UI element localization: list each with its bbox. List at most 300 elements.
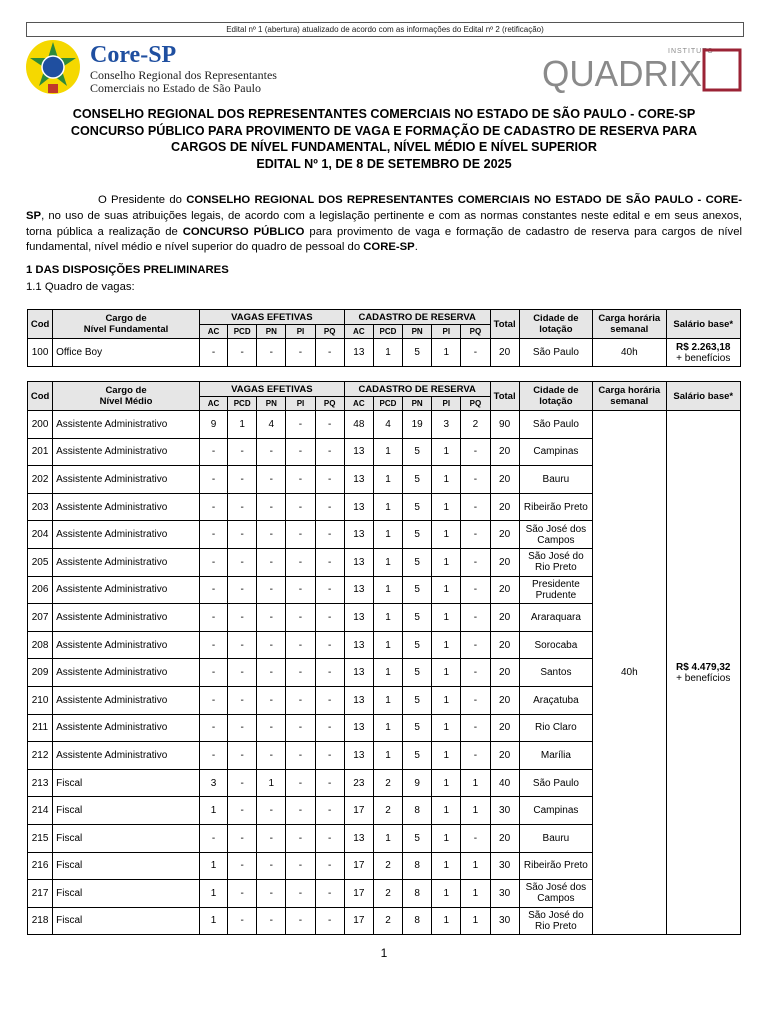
- title-line: CONCURSO PÚBLICO PARA PROVIMENTO DE VAGA E FORMAÇÃO DE CADASTRO DE RESERVA PARA: [70, 123, 698, 138]
- cell-cadastro: 1: [432, 631, 461, 659]
- cell-vaga: -: [315, 852, 344, 880]
- cell-cadastro: 8: [403, 852, 432, 880]
- salario-value: R$ 4.479,32: [676, 661, 731, 673]
- cell-vaga: -: [315, 466, 344, 494]
- cell-cidade: Sorocaba: [519, 631, 592, 659]
- cell-carga-merged: 40h: [593, 411, 666, 935]
- cell-cadastro: 8: [403, 880, 432, 908]
- cell-cadastro: -: [461, 438, 490, 466]
- cell-cadastro: 13: [344, 548, 373, 576]
- cell-cadastro: 1: [461, 769, 490, 797]
- cell-vaga: 1: [199, 852, 227, 880]
- cell-vaga: -: [199, 576, 227, 604]
- cell-cargo: Assistente Administrativo: [53, 742, 200, 770]
- subheader-cell: PQ: [315, 325, 344, 339]
- cell-vaga: -: [286, 824, 315, 852]
- cell-cadastro: 9: [403, 769, 432, 797]
- cell-vaga: -: [199, 548, 227, 576]
- cell-vaga: -: [286, 659, 315, 687]
- cell-cidade: Ribeirão Preto: [519, 852, 592, 880]
- subheader-cell: AC: [344, 325, 373, 339]
- subheader-cell: PCD: [373, 325, 402, 339]
- header-cadastro-reserva: CADASTRO DE RESERVA: [344, 310, 490, 325]
- cell-cadastro: 17: [344, 907, 373, 935]
- cell-cadastro: 17: [344, 880, 373, 908]
- cell-cadastro: 13: [344, 576, 373, 604]
- logo-line2: Comerciais no Estado de São Paulo: [90, 81, 261, 95]
- cell-cod: 217: [28, 880, 53, 908]
- cell-cargo: Assistente Administrativo: [53, 686, 200, 714]
- subheader-cell: AC: [199, 397, 227, 411]
- cell-cadastro: 5: [403, 521, 432, 549]
- cell-cadastro: 5: [403, 493, 432, 521]
- cell-vaga: -: [286, 742, 315, 770]
- cell-cidade: Bauru: [519, 466, 592, 494]
- cell-vaga: 1: [257, 769, 286, 797]
- cell-vaga: -: [286, 714, 315, 742]
- cell-cadastro: 1: [373, 576, 402, 604]
- cell-cargo: Assistente Administrativo: [53, 548, 200, 576]
- cell-vaga: -: [228, 604, 257, 632]
- cell-total: 20: [490, 339, 519, 367]
- cell-vaga: -: [315, 824, 344, 852]
- cell-total: 20: [490, 714, 519, 742]
- cell-cadastro: 13: [344, 824, 373, 852]
- cell-vaga: -: [257, 714, 286, 742]
- cell-cadastro: 1: [432, 686, 461, 714]
- section-title: 1 DAS DISPOSIÇÕES PRELIMINARES: [26, 264, 229, 276]
- cell-cadastro: 1: [432, 493, 461, 521]
- cell-cidade: Presidente Prudente: [519, 576, 592, 604]
- cell-cadastro: 1: [373, 466, 402, 494]
- cell-vaga: -: [315, 521, 344, 549]
- cell-cidade: Marília: [519, 742, 592, 770]
- cell-vaga: -: [199, 521, 227, 549]
- cell-cadastro: 1: [373, 548, 402, 576]
- cell-cadastro: -: [461, 604, 490, 632]
- cell-cadastro: -: [461, 493, 490, 521]
- cell-vaga: -: [228, 548, 257, 576]
- logo-line1: Conselho Regional dos Representantes: [90, 68, 277, 82]
- cell-vaga: -: [199, 631, 227, 659]
- cell-cadastro: 13: [344, 438, 373, 466]
- cell-vaga: -: [257, 493, 286, 521]
- cell-cadastro: 8: [403, 907, 432, 935]
- cell-vaga: -: [286, 339, 315, 367]
- subheader-cell: PQ: [461, 397, 490, 411]
- cell-total: 20: [490, 493, 519, 521]
- cell-vaga: -: [228, 824, 257, 852]
- subheader-cell: PQ: [315, 397, 344, 411]
- cell-cadastro: -: [461, 339, 490, 367]
- cell-vaga: -: [199, 659, 227, 687]
- core-sp-logo: [24, 38, 294, 96]
- cell-cod: 203: [28, 493, 53, 521]
- cell-total: 30: [490, 852, 519, 880]
- logo-quadrix-text: QUADRIX: [542, 53, 702, 94]
- cell-total: 20: [490, 604, 519, 632]
- header-cargo-prefix: Cargo de: [105, 385, 147, 396]
- cell-vaga: -: [315, 714, 344, 742]
- cell-vaga: -: [286, 466, 315, 494]
- cell-cadastro: 1: [432, 852, 461, 880]
- cell-vaga: -: [199, 714, 227, 742]
- cell-vaga: 9: [199, 411, 227, 439]
- cell-vaga: -: [257, 852, 286, 880]
- page-number: 1: [380, 946, 388, 960]
- cell-total: 20: [490, 824, 519, 852]
- cell-cod: 207: [28, 604, 53, 632]
- cell-cadastro: 1: [432, 466, 461, 494]
- cell-cadastro: 1: [373, 659, 402, 687]
- cell-cadastro: 1: [432, 880, 461, 908]
- cell-total: 20: [490, 438, 519, 466]
- cell-cargo: Assistente Administrativo: [53, 659, 200, 687]
- document-title: [30, 106, 738, 172]
- cell-cod: 210: [28, 686, 53, 714]
- cell-vaga: -: [286, 521, 315, 549]
- cell-cadastro: 1: [432, 769, 461, 797]
- header-cod: Cod: [28, 382, 53, 411]
- cell-vaga: -: [315, 631, 344, 659]
- cell-cargo: Assistente Administrativo: [53, 576, 200, 604]
- intro-paragraph: O Presidente do CONSELHO REGIONAL DOS REPRESENTANTES COMERCIAIS NO ESTADO DE SÃO PAULO - CORE-SP, no uso de suas atribuições legais, de acordo com a legislação pertinente e com as normas constantes neste edital e em seus anexos, torna pública a realização de CONCURSO PÚBLICO para provimento de vaga e formação de cadastro de reserva para cargos de nível fundamental, nível médio e nível superior do quadro de pessoal do CORE-SP.: [26, 194, 743, 254]
- cell-vaga: -: [228, 576, 257, 604]
- top-note: Edital nº 1 (abertura) atualizado de acordo com as informações do Edital nº 2 (retificação): [26, 22, 744, 37]
- salario-value: R$ 2.263,18: [676, 341, 731, 353]
- cell-vaga: -: [228, 631, 257, 659]
- cell-cadastro: 5: [403, 339, 432, 367]
- cell-cidade: Rio Claro: [519, 714, 592, 742]
- vacancy-table-fundamental: [27, 309, 741, 367]
- cell-total: 20: [490, 742, 519, 770]
- cell-vaga: -: [286, 907, 315, 935]
- cell-cod: 218: [28, 907, 53, 935]
- cell-cadastro: 2: [373, 852, 402, 880]
- cell-cod: 205: [28, 548, 53, 576]
- cell-cadastro: 1: [373, 714, 402, 742]
- cell-cadastro: 1: [373, 686, 402, 714]
- cell-vaga: -: [286, 852, 315, 880]
- cell-total: 90: [490, 411, 519, 439]
- cell-vaga: -: [199, 686, 227, 714]
- cell-cadastro: 5: [403, 576, 432, 604]
- title-line: CONSELHO REGIONAL DOS REPRESENTANTES COMERCIAIS NO ESTADO DE SÃO PAULO - CORE-SP: [72, 107, 696, 121]
- cell-vaga: -: [315, 769, 344, 797]
- cell-cadastro: 1: [432, 576, 461, 604]
- cell-vaga: -: [257, 880, 286, 908]
- cell-cargo: Fiscal: [53, 824, 200, 852]
- logo-quadrix-small: INSTITUTO: [668, 48, 714, 55]
- cell-vaga: -: [257, 742, 286, 770]
- cell-vaga: -: [315, 438, 344, 466]
- cell-cadastro: 1: [373, 339, 402, 367]
- cell-total: 20: [490, 548, 519, 576]
- cell-total: 40: [490, 769, 519, 797]
- cell-cadastro: 2: [373, 797, 402, 825]
- cell-cadastro: 1: [461, 797, 490, 825]
- cell-total: 20: [490, 576, 519, 604]
- cell-cargo: Assistente Administrativo: [53, 604, 200, 632]
- cell-cadastro: 1: [432, 339, 461, 367]
- cell-vaga: -: [286, 576, 315, 604]
- cell-cadastro: -: [461, 548, 490, 576]
- cell-vaga: -: [199, 824, 227, 852]
- cell-cadastro: 2: [373, 769, 402, 797]
- cell-vaga: -: [199, 742, 227, 770]
- cell-vaga: -: [286, 769, 315, 797]
- cell-cidade: Santos: [519, 659, 592, 687]
- cell-cargo: Fiscal: [53, 852, 200, 880]
- cell-cadastro: 13: [344, 339, 373, 367]
- cell-cadastro: -: [461, 686, 490, 714]
- cell-vaga: -: [228, 714, 257, 742]
- cell-vaga: -: [228, 769, 257, 797]
- cell-cod: 206: [28, 576, 53, 604]
- cell-cadastro: 2: [373, 880, 402, 908]
- cell-cadastro: 48: [344, 411, 373, 439]
- cell-cadastro: 8: [403, 797, 432, 825]
- cell-vaga: 3: [199, 769, 227, 797]
- table-row: [28, 411, 741, 439]
- cell-cod: 216: [28, 852, 53, 880]
- logo-name: Core-SP: [90, 42, 177, 68]
- cell-cod: 214: [28, 797, 53, 825]
- cell-vaga: -: [286, 493, 315, 521]
- cell-cadastro: 1: [373, 438, 402, 466]
- cell-vaga: -: [286, 548, 315, 576]
- cell-vaga: -: [199, 466, 227, 494]
- cell-vaga: -: [286, 880, 315, 908]
- subheader-cell: PN: [403, 397, 432, 411]
- cell-cadastro: -: [461, 742, 490, 770]
- cell-cod: 211: [28, 714, 53, 742]
- cell-cadastro: 19: [403, 411, 432, 439]
- cell-cidade: Campinas: [519, 797, 592, 825]
- coat-of-arms-icon: [26, 40, 80, 94]
- cell-vaga: -: [228, 659, 257, 687]
- cell-salario: [666, 339, 741, 367]
- cell-cadastro: 1: [461, 852, 490, 880]
- cell-vaga: -: [228, 686, 257, 714]
- cell-cidade: Ribeirão Preto: [519, 493, 592, 521]
- header-cidade: Cidade de lotação: [519, 382, 592, 411]
- title-line: EDITAL Nº 1, DE 8 DE SETEMBRO DE 2025: [256, 156, 512, 171]
- cell-cidade: Araraquara: [519, 604, 592, 632]
- cell-cadastro: -: [461, 824, 490, 852]
- cell-cidade: São Paulo: [519, 339, 592, 367]
- cell-total: 30: [490, 797, 519, 825]
- cell-vaga: -: [286, 686, 315, 714]
- quadrix-logo: [540, 44, 745, 94]
- subheader-cell: PCD: [228, 397, 257, 411]
- cell-cod: 201: [28, 438, 53, 466]
- subheader-cell: PN: [257, 397, 286, 411]
- cell-vaga: -: [286, 438, 315, 466]
- cell-cadastro: 1: [432, 742, 461, 770]
- header-cargo: [53, 310, 200, 339]
- header-cargo: [53, 382, 200, 411]
- header-vagas-efetivas: VAGAS EFETIVAS: [199, 382, 344, 397]
- header-total: Total: [490, 382, 519, 411]
- cell-vaga: -: [257, 576, 286, 604]
- cell-cadastro: 1: [432, 907, 461, 935]
- cell-cadastro: 1: [373, 493, 402, 521]
- cell-vaga: 1: [199, 797, 227, 825]
- cell-vaga: -: [315, 604, 344, 632]
- cell-cadastro: 1: [373, 824, 402, 852]
- cell-cod: 213: [28, 769, 53, 797]
- subheader-cell: PN: [403, 325, 432, 339]
- cell-vaga: -: [199, 493, 227, 521]
- cell-cadastro: 5: [403, 714, 432, 742]
- cell-vaga: -: [315, 686, 344, 714]
- cell-cadastro: 2: [461, 411, 490, 439]
- header-cargo-prefix: Cargo de: [105, 313, 147, 324]
- cell-cidade: São Paulo: [519, 411, 592, 439]
- cell-cadastro: 1: [373, 521, 402, 549]
- cell-cadastro: 1: [373, 604, 402, 632]
- cell-cidade: São José dos Campos: [519, 880, 592, 908]
- subheader-cell: PQ: [461, 325, 490, 339]
- cell-cadastro: 13: [344, 631, 373, 659]
- cell-cargo: Office Boy: [53, 339, 200, 367]
- cell-cod: 209: [28, 659, 53, 687]
- cell-cargo: Assistente Administrativo: [53, 493, 200, 521]
- cell-vaga: 1: [199, 880, 227, 908]
- cell-total: 20: [490, 686, 519, 714]
- cell-cadastro: 2: [373, 907, 402, 935]
- cell-cadastro: 13: [344, 493, 373, 521]
- cell-cadastro: 17: [344, 852, 373, 880]
- header-cargo-level: Nível Médio: [99, 396, 153, 407]
- salario-beneficios: + benefícios: [676, 672, 731, 684]
- cell-cadastro: 13: [344, 659, 373, 687]
- vacancy-table-medio: [27, 381, 741, 935]
- cell-total: 20: [490, 659, 519, 687]
- cell-cadastro: -: [461, 631, 490, 659]
- header-cidade: Cidade de lotação: [519, 310, 592, 339]
- cell-cadastro: 5: [403, 466, 432, 494]
- cell-vaga: -: [228, 339, 257, 367]
- cell-vaga: -: [286, 631, 315, 659]
- cell-cadastro: 5: [403, 742, 432, 770]
- header-total: Total: [490, 310, 519, 339]
- cell-cargo: Assistente Administrativo: [53, 438, 200, 466]
- cell-vaga: -: [315, 742, 344, 770]
- cell-vaga: -: [228, 852, 257, 880]
- cell-cadastro: 13: [344, 742, 373, 770]
- cell-cadastro: 1: [432, 548, 461, 576]
- cell-vaga: -: [286, 411, 315, 439]
- cell-cadastro: 5: [403, 659, 432, 687]
- cell-vaga: -: [228, 521, 257, 549]
- cell-vaga: -: [228, 797, 257, 825]
- cell-vaga: -: [199, 438, 227, 466]
- cell-cod: 212: [28, 742, 53, 770]
- cell-vaga: -: [315, 548, 344, 576]
- cell-cadastro: 13: [344, 466, 373, 494]
- header-cadastro-reserva: CADASTRO DE RESERVA: [344, 382, 490, 397]
- header-row: [28, 310, 741, 325]
- cell-cargo: Fiscal: [53, 880, 200, 908]
- salario-beneficios: + benefícios: [676, 352, 731, 364]
- header-row: [28, 382, 741, 397]
- cell-cod: 200: [28, 411, 53, 439]
- cell-vaga: -: [315, 907, 344, 935]
- cell-vaga: -: [228, 880, 257, 908]
- cell-cidade: São Paulo: [519, 769, 592, 797]
- subheader-cell: AC: [344, 397, 373, 411]
- cell-cadastro: 3: [432, 411, 461, 439]
- cell-vaga: -: [315, 797, 344, 825]
- subheader-cell: PI: [286, 325, 315, 339]
- cell-cidade: São José dos Campos: [519, 521, 592, 549]
- cell-cidade: Bauru: [519, 824, 592, 852]
- cell-vaga: -: [257, 631, 286, 659]
- cell-cargo: Fiscal: [53, 907, 200, 935]
- subheader-cell: PCD: [228, 325, 257, 339]
- cell-vaga: -: [199, 604, 227, 632]
- cell-cadastro: 1: [461, 907, 490, 935]
- cell-cadastro: -: [461, 521, 490, 549]
- subheader-cell: PN: [257, 325, 286, 339]
- cell-cadastro: 13: [344, 714, 373, 742]
- cell-cadastro: 1: [432, 797, 461, 825]
- cell-vaga: -: [257, 466, 286, 494]
- subheader-cell: PI: [432, 325, 461, 339]
- cell-cadastro: 1: [373, 631, 402, 659]
- cell-cadastro: 1: [373, 742, 402, 770]
- cell-vaga: -: [257, 548, 286, 576]
- subheader-cell: AC: [199, 325, 227, 339]
- cell-cadastro: 1: [432, 604, 461, 632]
- header-carga: Carga horária semanal: [593, 310, 666, 339]
- cell-cidade: São José do Rio Preto: [519, 548, 592, 576]
- cell-cadastro: 1: [432, 438, 461, 466]
- cell-vaga: -: [257, 521, 286, 549]
- cell-cadastro: 5: [403, 548, 432, 576]
- cell-vaga: -: [286, 604, 315, 632]
- header-vagas-efetivas: VAGAS EFETIVAS: [199, 310, 344, 325]
- cell-vaga: -: [257, 339, 286, 367]
- cell-carga: 40h: [593, 339, 666, 367]
- title-line: CARGOS DE NÍVEL FUNDAMENTAL, NÍVEL MÉDIO E NÍVEL SUPERIOR: [171, 140, 597, 154]
- cell-vaga: -: [286, 797, 315, 825]
- cell-total: 30: [490, 907, 519, 935]
- cell-salario-merged: [666, 411, 741, 935]
- header-salario: Salário base*: [666, 382, 741, 411]
- cell-total: 20: [490, 466, 519, 494]
- cell-cadastro: -: [461, 659, 490, 687]
- cell-cidade: Campinas: [519, 438, 592, 466]
- cell-cargo: Assistente Administrativo: [53, 714, 200, 742]
- cell-vaga: -: [228, 438, 257, 466]
- cell-cadastro: 5: [403, 631, 432, 659]
- cell-cadastro: 4: [373, 411, 402, 439]
- cell-cadastro: -: [461, 466, 490, 494]
- subsection-title: 1.1 Quadro de vagas:: [26, 281, 135, 293]
- cell-vaga: -: [315, 659, 344, 687]
- cell-vaga: -: [257, 438, 286, 466]
- cell-cadastro: 5: [403, 824, 432, 852]
- subheader-cell: PI: [286, 397, 315, 411]
- header-cod: Cod: [28, 310, 53, 339]
- cell-cadastro: 5: [403, 604, 432, 632]
- header-salario: Salário base*: [666, 310, 741, 339]
- cell-vaga: -: [228, 907, 257, 935]
- cell-vaga: -: [257, 824, 286, 852]
